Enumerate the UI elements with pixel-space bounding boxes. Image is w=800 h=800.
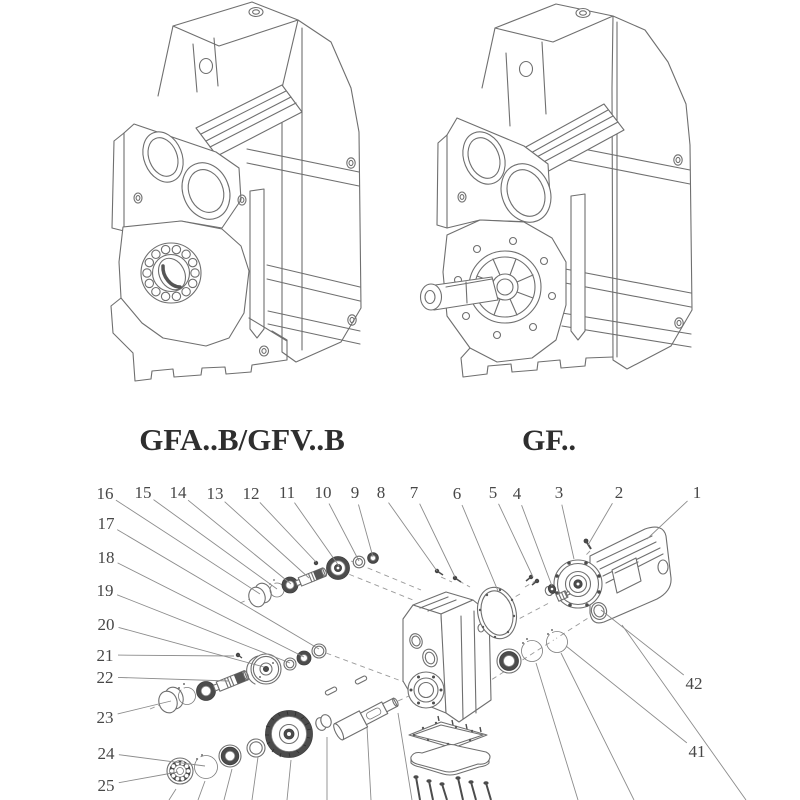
pinion-shaft: [213, 670, 250, 693]
callout-16: 16: [96, 484, 114, 503]
callout-20: 20: [97, 615, 115, 634]
snap-ring: [269, 579, 284, 597]
leader-line-1: [647, 501, 688, 539]
vertical-strap: [250, 189, 264, 338]
small-bearing: [368, 553, 379, 564]
leader-line-22: [118, 677, 229, 681]
callout-15: 15: [134, 483, 152, 502]
cover-plate: [411, 745, 490, 776]
output-shaft: [332, 693, 402, 741]
callout-19: 19: [96, 581, 114, 600]
callout-6: 6: [452, 484, 462, 503]
exploded-view: [97, 483, 747, 800]
callout-41: 41: [688, 742, 706, 761]
cover-bolts: [413, 775, 491, 800]
leader-line-14: [188, 500, 291, 584]
caption-right: GF..: [522, 424, 576, 457]
gearbox-drawing-left: [111, 2, 361, 381]
leader-line-42: [601, 610, 684, 675]
leader-line-2: [588, 503, 612, 545]
leader-line-10: [329, 504, 359, 561]
leader-line-4: [522, 505, 552, 586]
washer: [247, 739, 265, 757]
flange-bolts: [435, 569, 539, 585]
circlip-a: [522, 638, 543, 662]
callout-8: 8: [376, 483, 386, 502]
shaft-key-2: [355, 675, 368, 684]
spacer-bush: [314, 713, 333, 732]
callout-7: 7: [409, 483, 419, 502]
oil-gasket: [409, 722, 487, 748]
bearing: [197, 682, 216, 701]
set-screw: [236, 653, 242, 658]
circlip-b: [547, 629, 568, 653]
bearing: [219, 745, 241, 767]
shaft-key: [325, 686, 338, 695]
callout-4: 4: [512, 484, 522, 503]
gear: [247, 654, 281, 684]
gearbox-drawing-right: [421, 4, 693, 377]
input-bearing: [497, 649, 521, 673]
callout-13: 13: [206, 484, 224, 503]
callout-24: 24: [97, 744, 115, 763]
leader-line-7: [420, 504, 455, 577]
pinion-shaft: [295, 567, 328, 587]
callout-2: 2: [614, 483, 624, 502]
callout-42: 42: [685, 674, 703, 693]
callout-10: 10: [314, 483, 332, 502]
leader-line-15: [154, 500, 277, 589]
callout-5: 5: [488, 483, 498, 502]
caption-left: GFA..B/GFV..B: [139, 422, 345, 457]
leader-line-3: [562, 505, 574, 559]
gear: [327, 557, 350, 580]
motor-bolt: [584, 539, 591, 549]
snap-ring: [195, 754, 218, 779]
washer: [284, 658, 296, 670]
motor-flange: [554, 560, 602, 608]
leader-line-24: [119, 755, 205, 766]
leader-line-9: [358, 505, 373, 557]
callout-18: 18: [97, 548, 115, 567]
callout-21: 21: [96, 646, 114, 665]
callout-23: 23: [96, 708, 114, 727]
callout-17: 17: [97, 514, 115, 533]
bearing: [282, 577, 298, 593]
callout-25: 25: [97, 776, 115, 795]
leader-line-12: [260, 502, 316, 562]
leader-line-11: [294, 503, 339, 566]
bearing-small: [297, 651, 311, 665]
leader-line-5: [499, 504, 533, 577]
callout-labels: [97, 483, 706, 795]
callout-9: 9: [350, 483, 360, 502]
top-mounting-plate: [173, 2, 298, 46]
callout-11: 11: [278, 483, 296, 502]
leader-line-8: [389, 503, 437, 571]
callout-22: 22: [96, 668, 114, 687]
callout-12: 12: [242, 484, 260, 503]
leader-line-20: [119, 627, 264, 667]
motor: [554, 527, 671, 623]
vertical-strap: [571, 194, 585, 340]
callout-1: 1: [692, 483, 702, 502]
callout-3: 3: [554, 483, 564, 502]
leader-line-21: [118, 655, 234, 656]
top-mounting-plate: [495, 4, 613, 42]
leader-line-6: [462, 505, 498, 591]
leader-line-19: [117, 595, 290, 663]
leader-line-18: [118, 563, 304, 657]
leader-line-41: [566, 646, 687, 743]
output-gear: [265, 711, 313, 758]
washer: [353, 556, 365, 568]
callout-14: 14: [169, 483, 187, 502]
